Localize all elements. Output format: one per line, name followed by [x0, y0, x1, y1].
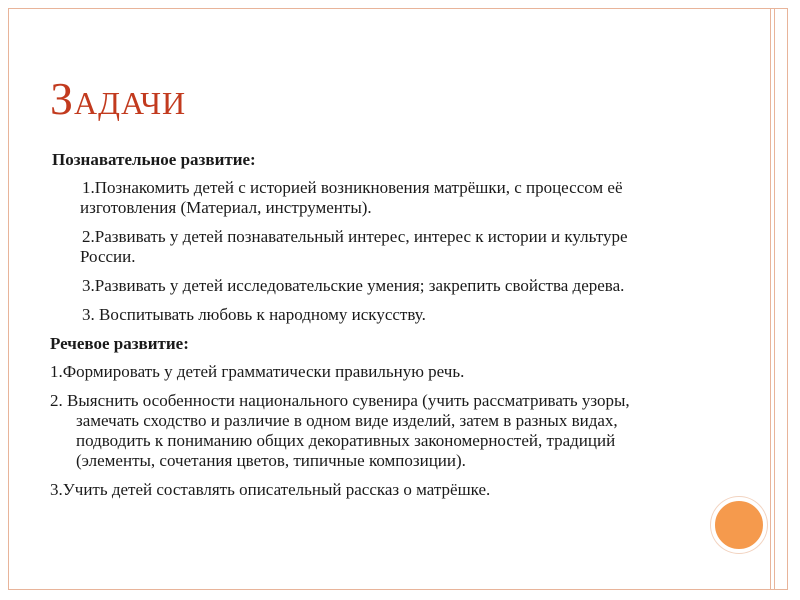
section-heading-speech: Речевое развитие:: [50, 334, 189, 353]
list-item: [50, 391, 764, 471]
list-item-line: 3.Учить детей составлять описательный рассказ о матрёшке.: [50, 480, 491, 499]
list-item: [52, 227, 764, 267]
list-item: [52, 178, 764, 218]
decorative-circle: [711, 497, 767, 553]
list-item-line: (элементы, сочетания цветов, типичные композиции).: [76, 451, 466, 470]
list-item: [52, 276, 764, 296]
frame-stripe-inner: [770, 8, 771, 590]
list-item-line: 3. Воспитывать любовь к народному искусству.: [82, 305, 426, 324]
list-item-line: 1.Формировать у детей грамматически правильную речь.: [50, 362, 465, 381]
slide-content: [52, 150, 764, 500]
list-item: [50, 362, 764, 382]
list-item: [50, 480, 764, 500]
list-item-line: 3.Развивать у детей исследовательские умения; закрепить свойства дерева.: [82, 276, 625, 295]
slide-title: Задачи: [50, 73, 187, 124]
list-item-line: замечать сходство и различие в одном виде изделий, затем в разных видах,: [76, 411, 618, 430]
section-heading-cognitive: Познавательное развитие:: [52, 150, 256, 169]
list-item-line: подводить к пониманию общих декоративных закономерностей, традиций: [76, 431, 616, 450]
frame-stripe-outer: [774, 8, 775, 590]
list-item-line: России.: [80, 247, 136, 266]
list-item-line: 2.Развивать у детей познавательный интерес, интерес к истории и культуре: [82, 227, 628, 246]
list-item-line: 2. Выяснить особенности национального сувенира (учить рассматривать узоры,: [50, 391, 630, 410]
list-item-line: изготовления (Материал, инструменты).: [80, 198, 372, 217]
list-item-line: 1.Познакомить детей с историей возникновения матрёшки, с процессом её: [82, 178, 623, 197]
list-item: [52, 305, 764, 325]
